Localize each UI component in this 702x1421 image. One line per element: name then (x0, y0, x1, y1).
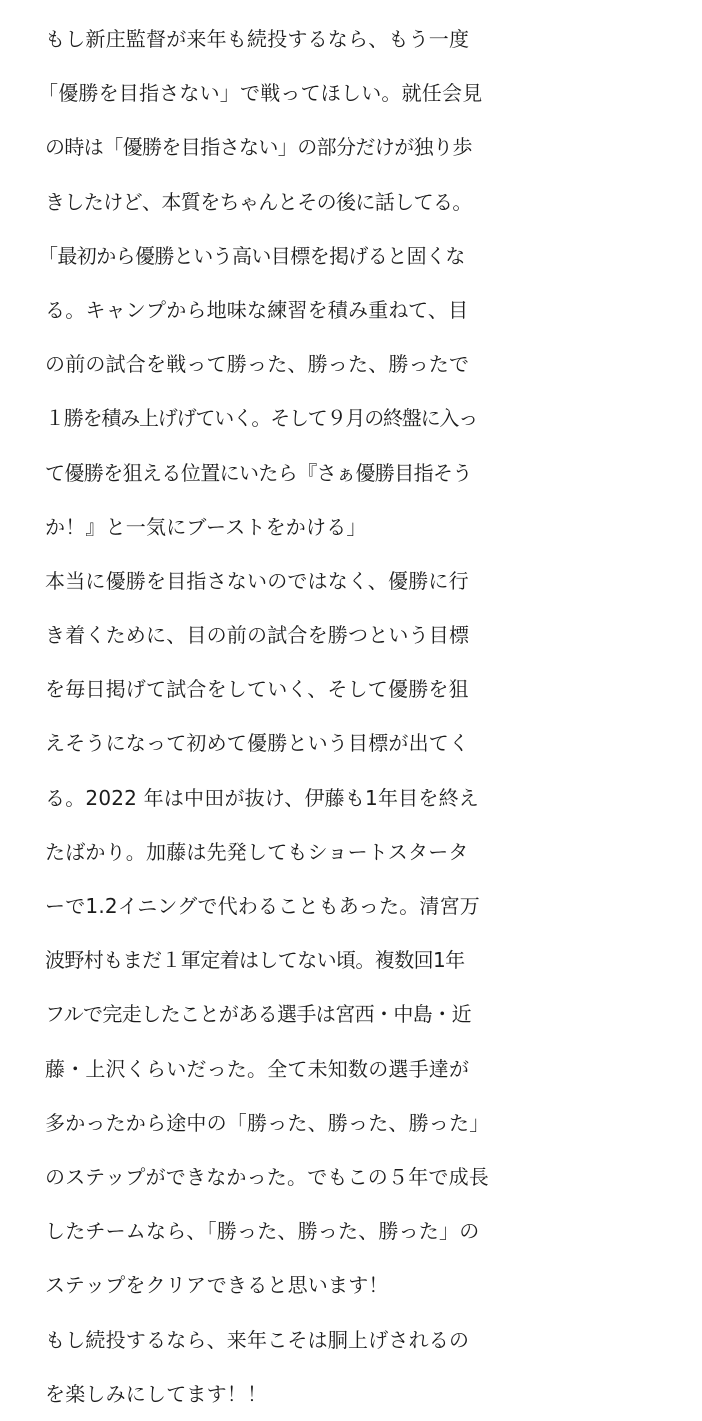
text-line: を毎日掲げて試合をしていく、そして優勝を狙 (45, 677, 469, 702)
text-line: き着くために、目の前の試合を勝つという目標 (45, 623, 470, 648)
text-line: フルで完走したことがある選手は宮西・中島・近 (45, 1002, 471, 1027)
text-line: 「最初から優勝という高い目標を掲げると固くな (38, 243, 465, 268)
text-line: もし続投するなら、来年こそは胴上げされるの (45, 1327, 470, 1352)
text-line: したチームなら、「勝った、勝った、勝った」の (45, 1219, 480, 1244)
text-line: のステップができなかった。でもこの５年で成長 (45, 1164, 489, 1189)
text-line: ステップをクリアできると思います！ (45, 1273, 389, 1298)
text-line: 多かったから途中の「勝った、勝った、勝った」 (45, 1110, 490, 1135)
text-line: て優勝を狙える位置にいたら『さぁ優勝目指そう (45, 460, 472, 485)
text-line: もし新庄監督が来年も続投するなら、もう一度 (45, 27, 470, 51)
text-line: 波野村もまだ１軍定着はしてない頃。複数回1年 (45, 948, 465, 973)
text-line: る。2022 年は中田が抜け、伊藤も1年目を終え (45, 785, 479, 810)
text-line: きしたけど、本質をちゃんとその後に話してる。 (45, 189, 472, 214)
text-line: 「優勝を目指さない」で戦ってほしい。就任会見 (38, 81, 483, 106)
text-line: 藤・上沢くらいだった。全て未知数の選手達が (45, 1056, 470, 1081)
text-line: えそうになって初めて優勝という目標が出てく (45, 731, 470, 756)
text-line: １勝を積み上げげていく。そして９月の終盤に入っ (45, 406, 477, 431)
text-line: 本当に優勝を目指さないのではなく、優勝に行 (45, 568, 469, 593)
text-line: ーで1.2イニングで代わることもあった。清宮万 (45, 894, 481, 918)
text-line: か！』と一気にブーストをかける」 (45, 514, 367, 539)
text-line: る。キャンプから地味な練習を積み重ねて、目 (45, 297, 469, 322)
text-line: の前の試合を戦って勝った、勝った、勝ったで (45, 352, 470, 377)
text-line: の時は「優勝を目指さない」の部分だけが独り歩 (45, 135, 472, 160)
text-line: を楽しみにしてます！！ (45, 1381, 268, 1406)
text-line: たばかり。加藤は先発してもショートスタータ (45, 839, 469, 864)
